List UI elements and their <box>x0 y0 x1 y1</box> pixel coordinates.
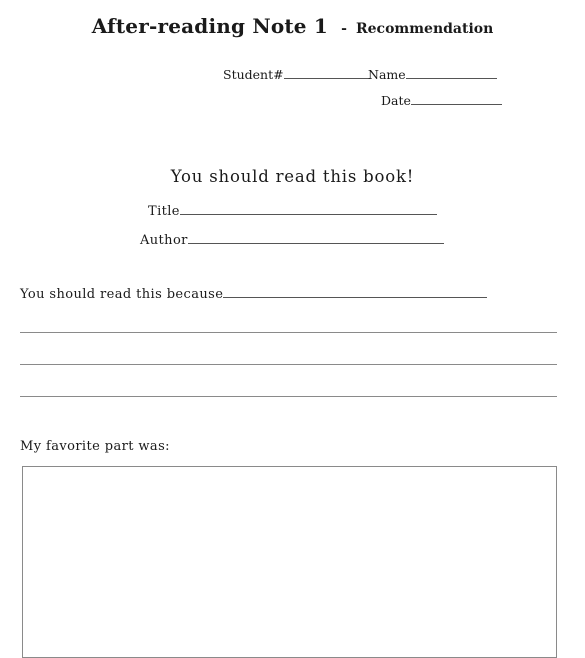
book-author-label: Author <box>140 233 188 248</box>
reason-writing-line[interactable] <box>20 332 557 333</box>
date-field[interactable] <box>381 92 502 108</box>
reason-field[interactable] <box>20 285 487 302</box>
reason-writing-line[interactable] <box>20 396 557 397</box>
book-author-line[interactable] <box>188 231 444 244</box>
name-line[interactable] <box>406 66 497 79</box>
date-line[interactable] <box>411 92 502 105</box>
reason-line[interactable] <box>223 285 487 298</box>
note-title: After-reading Note 1 <box>91 14 329 38</box>
student-number-field[interactable] <box>223 66 370 82</box>
book-author-field[interactable] <box>140 231 444 248</box>
reason-label: You should read this because <box>20 287 224 302</box>
date-label: Date <box>381 93 411 108</box>
note-title-block <box>0 14 585 38</box>
student-number-label: Student# <box>223 67 284 82</box>
name-label: Name <box>368 67 406 82</box>
note-subtitle: Recommendation <box>356 21 494 37</box>
book-title-label: Title <box>148 204 180 219</box>
reason-writing-line[interactable] <box>20 364 557 365</box>
recommendation-heading: You should read this book! <box>170 167 415 186</box>
favorite-part-label: My favorite part was: <box>20 439 170 454</box>
favorite-part-box[interactable] <box>22 466 557 658</box>
title-separator: - <box>341 21 347 37</box>
book-title-line[interactable] <box>180 202 437 215</box>
student-number-line[interactable] <box>284 66 370 79</box>
book-title-field[interactable] <box>148 202 437 219</box>
name-field[interactable] <box>368 66 497 82</box>
